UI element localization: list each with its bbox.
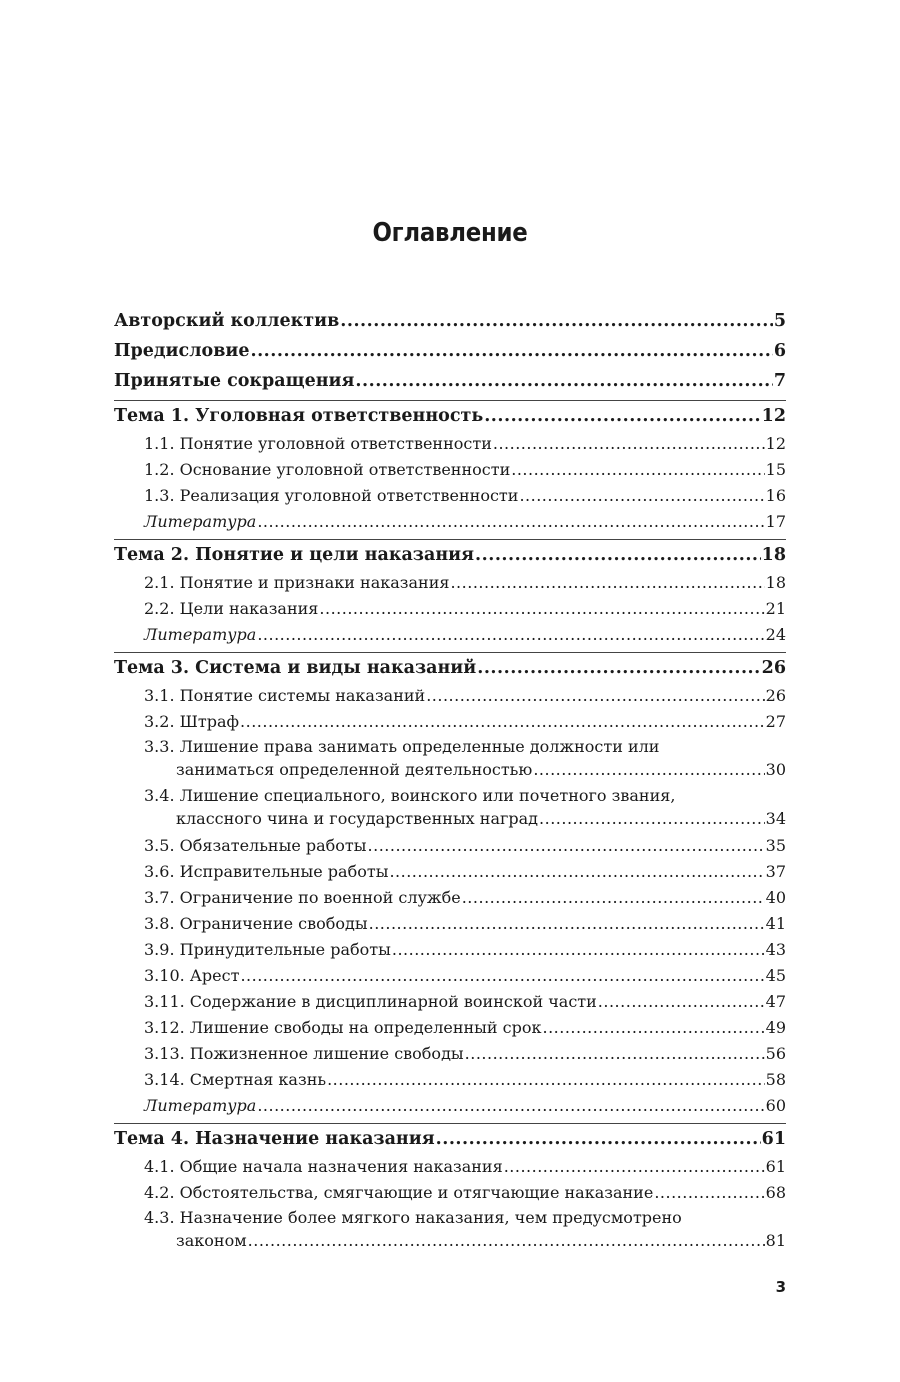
toc-entry[interactable] bbox=[114, 596, 786, 622]
leader-dots bbox=[392, 937, 765, 963]
entry-page: 60 bbox=[765, 1096, 786, 1115]
leader-dots bbox=[475, 540, 761, 570]
leader-dots bbox=[240, 709, 765, 735]
leader-dots bbox=[465, 1041, 765, 1067]
toc-entry-preface[interactable] bbox=[114, 336, 786, 366]
entry-label: 3.11. Содержание в дисциплинарной воинской части bbox=[144, 992, 597, 1011]
entry-page: 17 bbox=[765, 512, 786, 531]
entry-page: 34 bbox=[765, 809, 786, 828]
leader-dots bbox=[240, 963, 764, 989]
toc-topic-3[interactable] bbox=[114, 653, 786, 683]
entry-label: 1.2. Основание уголовной ответственности bbox=[144, 460, 511, 479]
entry-page: 61 bbox=[761, 1129, 786, 1149]
entry-label: Литература bbox=[144, 512, 257, 531]
leader-dots bbox=[389, 859, 764, 885]
toc-entry[interactable] bbox=[114, 709, 786, 735]
leader-dots bbox=[368, 833, 765, 859]
entry-label: 3.6. Исправительные работы bbox=[144, 862, 389, 881]
entry-page: 26 bbox=[761, 658, 786, 678]
entry-label: Авторский коллектив bbox=[114, 311, 340, 331]
toc-entry[interactable] bbox=[114, 963, 786, 989]
toc-topic-1[interactable] bbox=[114, 401, 786, 431]
entry-page: 26 bbox=[765, 686, 786, 705]
leader-dots bbox=[519, 483, 764, 509]
entry-page: 12 bbox=[765, 434, 786, 453]
leader-dots bbox=[257, 509, 764, 535]
entry-label: Тема 1. Уголовная ответственность bbox=[114, 406, 484, 426]
leader-dots bbox=[542, 1015, 764, 1041]
entry-page: 6 bbox=[773, 341, 786, 361]
entry-page: 27 bbox=[765, 712, 786, 731]
toc-entry[interactable] bbox=[114, 735, 786, 781]
page-number: 3 bbox=[775, 1278, 786, 1296]
toc-entry[interactable] bbox=[114, 457, 786, 483]
entry-page: 81 bbox=[765, 1231, 786, 1250]
entry-label: Литература bbox=[144, 1096, 257, 1115]
entry-label: 3.13. Пожизненное лишение свободы bbox=[144, 1044, 464, 1063]
leader-dots bbox=[355, 366, 772, 396]
toc-entry[interactable] bbox=[114, 885, 786, 911]
entry-page: 43 bbox=[765, 940, 786, 959]
toc-entry[interactable] bbox=[114, 1154, 786, 1180]
entry-page: 47 bbox=[765, 992, 786, 1011]
leader-dots bbox=[248, 1229, 765, 1252]
toc-entry[interactable] bbox=[114, 1041, 786, 1067]
toc-entry[interactable] bbox=[114, 1015, 786, 1041]
entry-label: 4.2. Обстоятельства, смягчающие и отягчающие наказание bbox=[144, 1183, 654, 1202]
leader-dots bbox=[484, 401, 760, 431]
entry-label: 3.8. Ограничение свободы bbox=[144, 914, 368, 933]
leader-dots bbox=[319, 596, 764, 622]
toc-entry[interactable] bbox=[114, 989, 786, 1015]
entry-label: 2.1. Понятие и признаки наказания bbox=[144, 573, 450, 592]
entry-page: 24 bbox=[765, 625, 786, 644]
leader-dots bbox=[462, 885, 765, 911]
table-of-contents bbox=[114, 306, 786, 1255]
entry-page: 30 bbox=[765, 760, 786, 779]
toc-entry[interactable] bbox=[114, 431, 786, 457]
entry-label: 2.2. Цели наказания bbox=[144, 599, 319, 618]
entry-label: 3.3. Лишение права занимать определенные должности или bbox=[144, 737, 660, 756]
leader-dots bbox=[493, 431, 765, 457]
leader-dots bbox=[250, 336, 772, 366]
entry-label: Литература bbox=[144, 625, 257, 644]
entry-page: 35 bbox=[765, 836, 786, 855]
entry-label-continued: заниматься определенной деятельностью bbox=[176, 760, 533, 779]
leader-dots bbox=[477, 653, 760, 683]
entry-page: 18 bbox=[765, 573, 786, 592]
leader-dots bbox=[369, 911, 765, 937]
entry-label: 3.12. Лишение свободы на определенный срок bbox=[144, 1018, 542, 1037]
entry-label-continued: законом bbox=[176, 1231, 247, 1250]
entry-label: 1.1. Понятие уголовной ответственности bbox=[144, 434, 492, 453]
entry-label: Тема 3. Система и виды наказаний bbox=[114, 658, 477, 678]
leader-dots bbox=[598, 989, 765, 1015]
toc-entry[interactable] bbox=[114, 784, 786, 830]
entry-label: Тема 4. Назначение наказания bbox=[114, 1129, 435, 1149]
entry-label: 3.4. Лишение специального, воинского или почетного звания, bbox=[144, 786, 676, 805]
leader-dots bbox=[504, 1154, 765, 1180]
toc-entry[interactable] bbox=[114, 937, 786, 963]
entry-label: 3.1. Понятие системы наказаний bbox=[144, 686, 426, 705]
entry-page: 40 bbox=[765, 888, 786, 907]
entry-label: Предисловие bbox=[114, 341, 250, 361]
toc-entry-literature[interactable] bbox=[114, 622, 786, 648]
entry-label: 3.7. Ограничение по военной службе bbox=[144, 888, 461, 907]
entry-label: 3.9. Принудительные работы bbox=[144, 940, 391, 959]
toc-entry[interactable] bbox=[114, 570, 786, 596]
entry-label: Принятые сокращения bbox=[114, 371, 355, 391]
entry-page: 15 bbox=[765, 460, 786, 479]
entry-label: 1.3. Реализация уголовной ответственности bbox=[144, 486, 519, 505]
leader-dots bbox=[450, 570, 764, 596]
entry-page: 7 bbox=[773, 371, 786, 391]
entry-page: 37 bbox=[765, 862, 786, 881]
entry-page: 18 bbox=[761, 545, 786, 565]
leader-dots bbox=[533, 758, 764, 781]
toc-entry-literature[interactable] bbox=[114, 1093, 786, 1119]
entry-label: 3.2. Штраф bbox=[144, 712, 240, 731]
entry-page: 12 bbox=[761, 406, 786, 426]
leader-dots bbox=[327, 1067, 765, 1093]
toc-topic-4[interactable] bbox=[114, 1124, 786, 1154]
leader-dots bbox=[539, 807, 765, 830]
leader-dots bbox=[340, 306, 773, 336]
page-title: Оглавление bbox=[372, 218, 528, 248]
entry-label: 4.1. Общие начала назначения наказания bbox=[144, 1157, 503, 1176]
entry-label: 4.3. Назначение более мягкого наказания, чем предусмотрено bbox=[144, 1208, 682, 1227]
toc-entry[interactable] bbox=[114, 911, 786, 937]
entry-page: 61 bbox=[765, 1157, 786, 1176]
entry-page: 41 bbox=[765, 914, 786, 933]
entry-label: 3.14. Смертная казнь bbox=[144, 1070, 327, 1089]
leader-dots bbox=[511, 457, 764, 483]
leader-dots bbox=[257, 1093, 764, 1119]
toc-entry-literature[interactable] bbox=[114, 509, 786, 535]
entry-label: 3.5. Обязательные работы bbox=[144, 836, 367, 855]
entry-page: 21 bbox=[765, 599, 786, 618]
entry-page: 68 bbox=[765, 1183, 786, 1202]
leader-dots bbox=[436, 1124, 761, 1154]
toc-entry[interactable] bbox=[114, 859, 786, 885]
toc-entry[interactable] bbox=[114, 683, 786, 709]
leader-dots bbox=[257, 622, 764, 648]
entry-page: 49 bbox=[765, 1018, 786, 1037]
entry-label: 3.10. Арест bbox=[144, 966, 240, 985]
entry-label: Тема 2. Понятие и цели наказания bbox=[114, 545, 475, 565]
toc-entry[interactable] bbox=[114, 1206, 786, 1252]
toc-entry-authors[interactable] bbox=[114, 306, 786, 336]
toc-entry[interactable] bbox=[114, 1180, 786, 1206]
toc-entry[interactable] bbox=[114, 483, 786, 509]
entry-page: 56 bbox=[765, 1044, 786, 1063]
toc-entry[interactable] bbox=[114, 1067, 786, 1093]
leader-dots bbox=[426, 683, 764, 709]
entry-page: 16 bbox=[765, 486, 786, 505]
leader-dots bbox=[654, 1180, 764, 1206]
entry-label-continued: классного чина и государственных наград bbox=[176, 809, 539, 828]
toc-topic-2[interactable] bbox=[114, 540, 786, 570]
entry-page: 58 bbox=[765, 1070, 786, 1089]
toc-entry[interactable] bbox=[114, 833, 786, 859]
entry-page: 5 bbox=[773, 311, 786, 331]
entry-page: 45 bbox=[765, 966, 786, 985]
toc-entry-abbreviations[interactable] bbox=[114, 366, 786, 396]
